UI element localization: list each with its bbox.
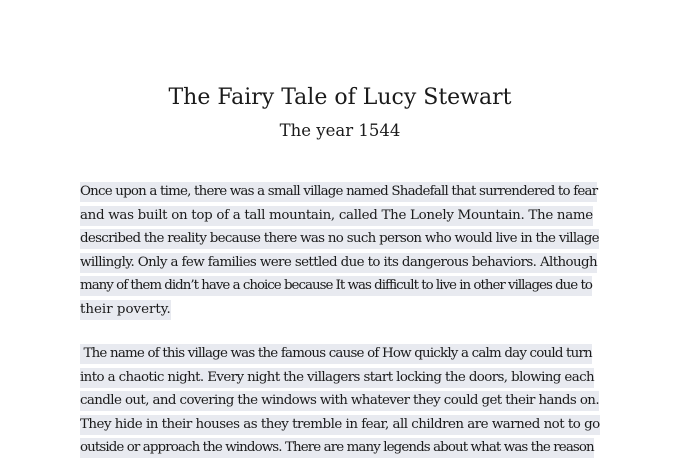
paragraph-line: outside or approach the windows. There are many legends about what was the reason (80, 436, 610, 460)
paragraph-1 (80, 180, 610, 321)
paragraph-line: Once upon a time, there was a small village named Shadefall that surrendered to fear (80, 180, 610, 204)
paragraph-line: described the reality because there was no such person who would live in the village (80, 227, 610, 251)
paragraph-line: into a chaotic night. Every night the villagers start locking the doors, blowing each (80, 366, 610, 390)
document-title: The Fairy Tale of Lucy Stewart (168, 85, 512, 110)
document-subtitle: The year 1544 (279, 121, 401, 140)
paragraph-2 (80, 342, 610, 460)
paragraph-line: and was built on top of a tall mountain, called The Lonely Mountain. The name (80, 204, 610, 228)
paragraph-line: their poverty. (80, 298, 610, 322)
paragraph-line: many of them didn’t have a choice because It was difficult to live in other villages due to (80, 274, 610, 298)
paragraph-line: They hide in their houses as they tremble in fear, all children are warned not to go (80, 413, 610, 437)
paragraph-line: willingly. Only a few families were settled due to its dangerous behaviors. Although (80, 251, 610, 275)
paragraph-line: candle out, and covering the windows with whatever they could get their hands on. (80, 389, 610, 413)
paragraph-line: The name of this village was the famous cause of How quickly a calm day could turn (80, 342, 610, 366)
